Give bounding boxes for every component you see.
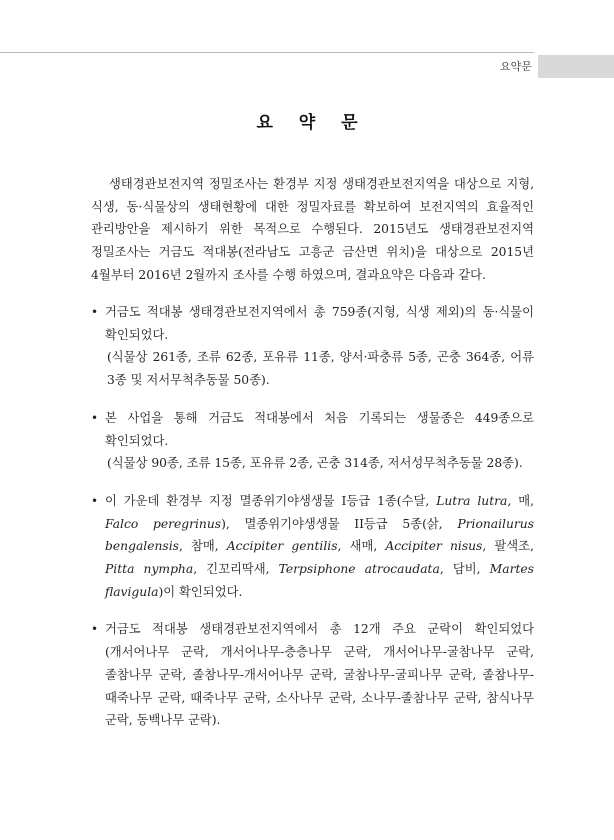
species-name: Falco peregrinus bbox=[105, 516, 222, 531]
text-run: 이 가운데 환경부 지정 멸종위기야생생물 I등급 1종(수달, bbox=[105, 493, 437, 508]
text-run: , 긴꼬리딱새, bbox=[193, 562, 279, 577]
text-run: , 매, bbox=[507, 493, 534, 508]
bullet-icon: • bbox=[91, 622, 99, 637]
text-run: )이 확인되었다. bbox=[158, 584, 243, 599]
bullet-icon: • bbox=[91, 305, 99, 319]
summary-item-endangered-species bbox=[91, 490, 534, 604]
summary-item-detail: (식물상 261종, 조류 62종, 포유류 11종, 양서·파충류 5종, 곤충 364종, 어류 3종 및 저서무척추동물 50종). bbox=[107, 350, 534, 388]
running-header-label: 요약문 bbox=[500, 60, 532, 73]
species-name: Prionailurus bengalensis bbox=[105, 516, 534, 554]
text-run: , 참매, bbox=[178, 539, 227, 554]
summary-list bbox=[91, 301, 534, 747]
text-run: ), 멸종위기야생생물 II등급 5종(삵, bbox=[221, 516, 458, 531]
species-name: Martes flavigula bbox=[105, 562, 534, 599]
summary-item-text: 거금도 적대봉 생태경관보전지역에서 총 12개 주요 군락이 확인되었다(개서어나무 군락, 개서어나무-층층나무 군락, 개서어나무-굴참나무 군락, 졸참나무 군락, 졸참나무-개서어나무 군락, 굴참나무-굴피나무 군락, 졸참나무-때죽나무 군락, 때죽나무 군락, 소사나무 군락, 소나무-졸참나무 군락, 참식나무 군락, 동백나무 군락). bbox=[105, 622, 534, 728]
summary-item-text: 본 사업을 통해 거금도 적대봉에서 처음 기록되는 생물종은 449종으로 확인되었다. bbox=[105, 410, 534, 448]
text-run: , 팔색조, bbox=[482, 539, 534, 554]
species-name: Terpsiphone atrocaudata bbox=[278, 562, 440, 577]
intro-paragraph: 생태경관보전지역 정밀조사는 환경부 지정 생태경관보전지역을 대상으로 지형, 식생, 동·식물상의 생태현황에 대한 정밀자료를 확보하여 보전지역의 효율적인 관리방안을 제시하기 위한 목적으로 수행된다. 2015년도 생태경관보전지역 정밀조사는 거금도 적대봉(전라남도 고흥군 금산면 위치)을 대상으로 2015년 4월부터 2016년 2월까지 조사를 수행 하였으며, 결과요약은 다음과 같다. bbox=[91, 177, 534, 282]
species-name: Lutra lutra bbox=[436, 493, 508, 508]
header-rule bbox=[0, 52, 534, 53]
text-run: , 담비, bbox=[439, 562, 490, 577]
species-name: Accipiter gentilis bbox=[226, 539, 338, 554]
summary-item-species-count bbox=[91, 301, 534, 392]
summary-item-new-records bbox=[91, 407, 534, 475]
page-title: 요 약 문 bbox=[256, 113, 368, 133]
species-name: Accipiter nisus bbox=[385, 539, 483, 554]
summary-item-detail: (식물상 90종, 조류 15종, 포유류 2종, 곤충 314종, 저서성무척추동물 28종). bbox=[107, 456, 523, 471]
summary-item-text: 거금도 적대봉 생태경관보전지역에서 총 759종(지형, 식생 제외)의 동·식물이 확인되었다. bbox=[105, 305, 534, 342]
summary-item-communities bbox=[91, 618, 534, 732]
bullet-icon: • bbox=[91, 493, 99, 508]
running-header-tab bbox=[538, 55, 614, 78]
species-name: Pitta nympha bbox=[105, 562, 194, 577]
bullet-icon: • bbox=[91, 410, 99, 425]
text-run: , 새매, bbox=[337, 539, 386, 554]
